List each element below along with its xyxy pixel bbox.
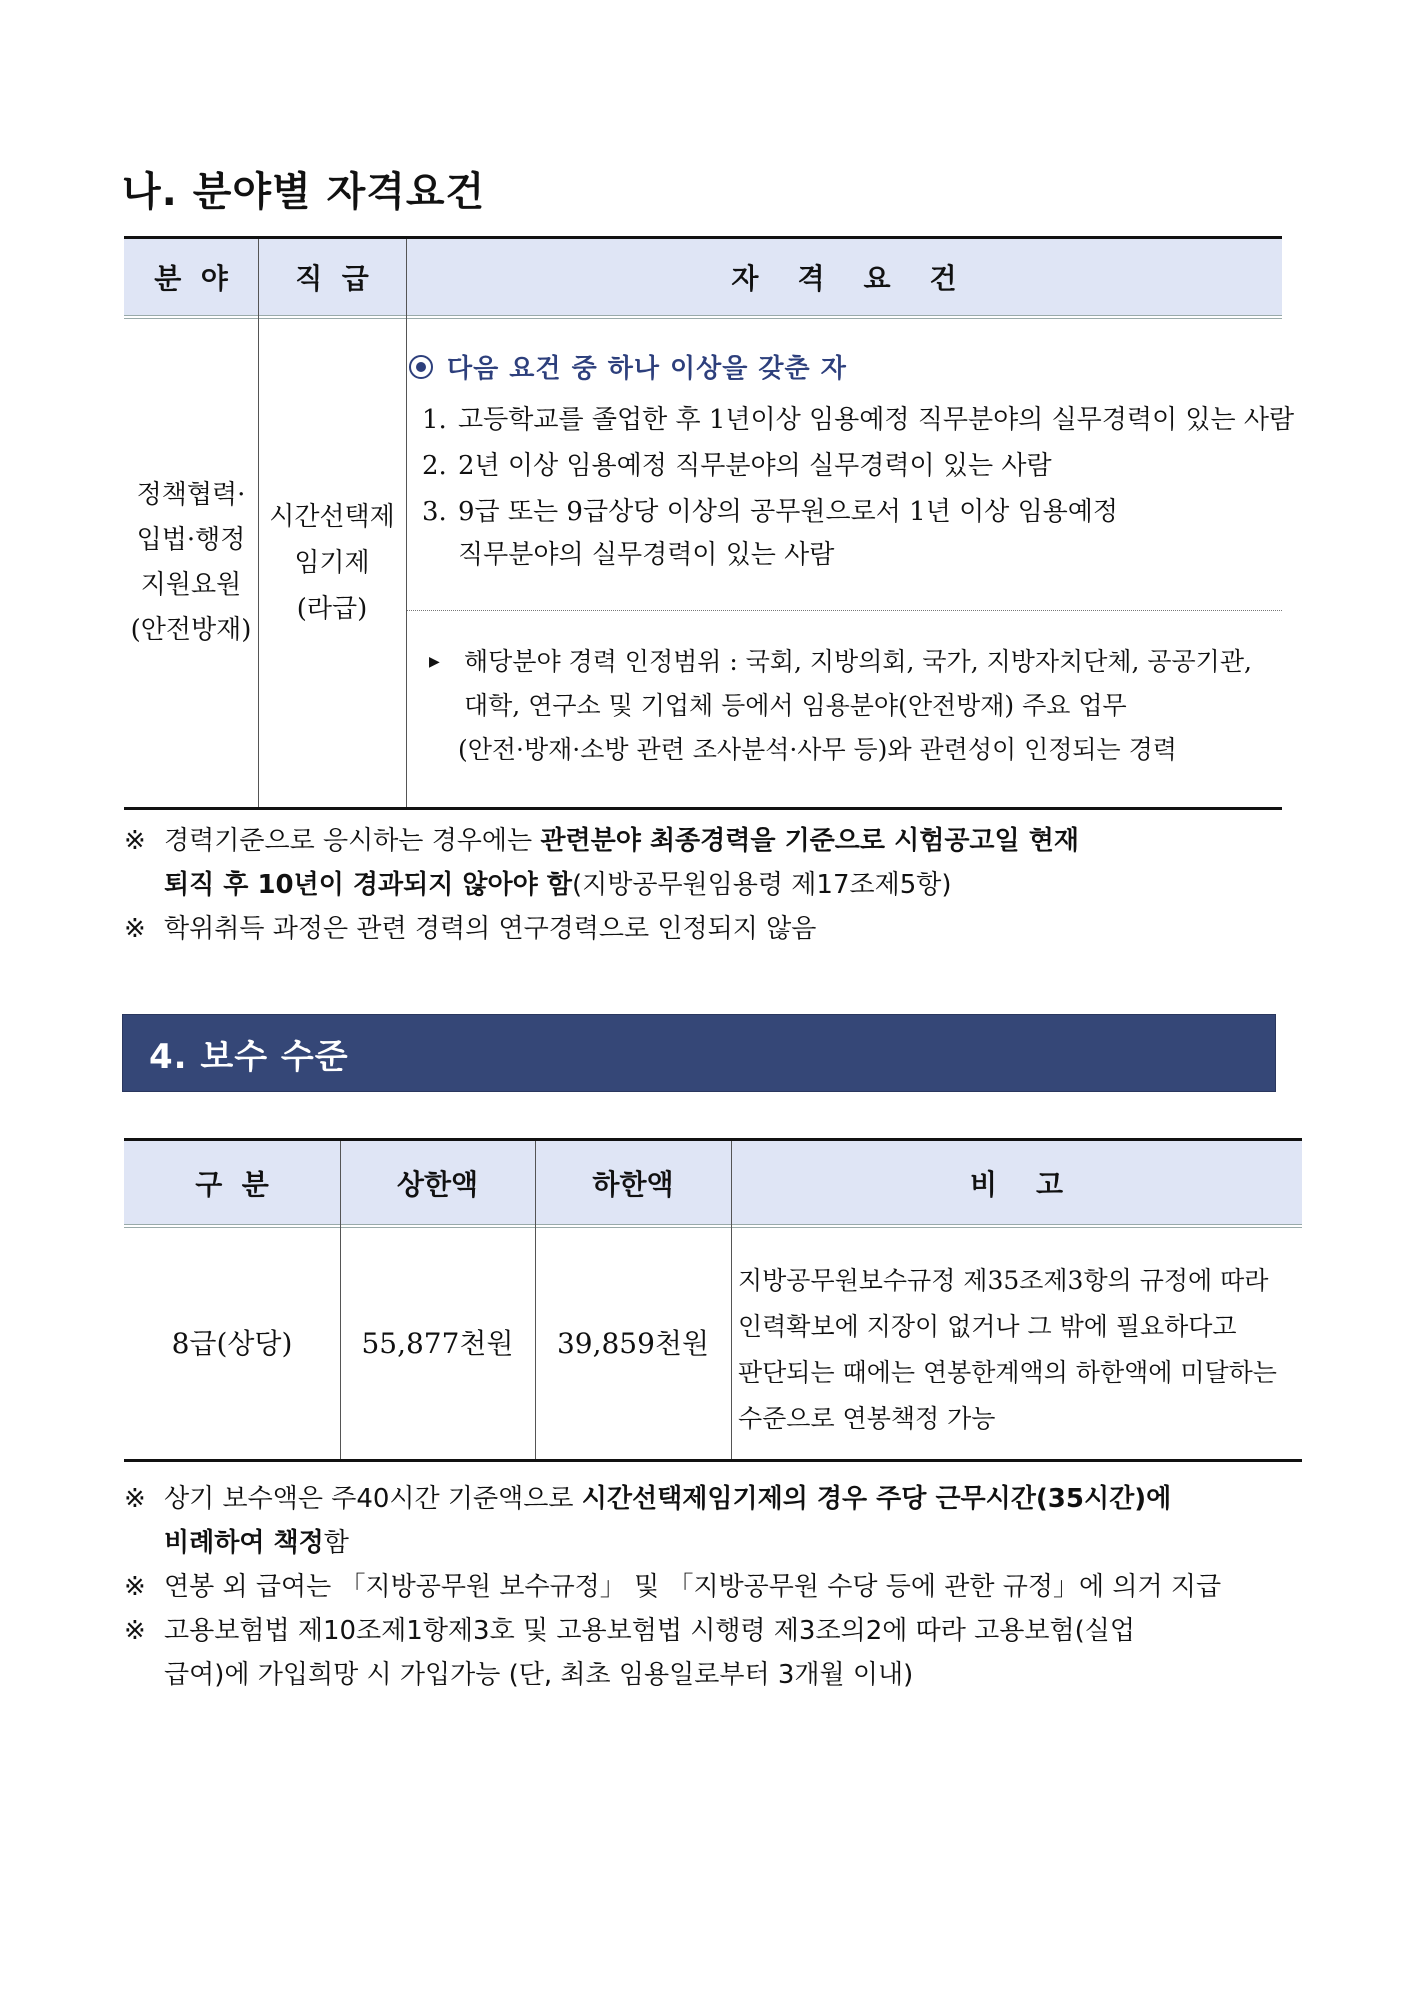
condition-item: [422, 491, 1118, 528]
pay-remark-line: 판단되는 때에는 연봉한계액의 하한액에 미달하는: [738, 1358, 1277, 1387]
field-line: 지원요원: [140, 570, 242, 600]
section-title: 나. 분야별 자격요건: [122, 169, 486, 215]
remark-bold-text: 퇴직 후 10년이 경과되지 않아야 함: [164, 870, 572, 900]
remark-item-continued: [164, 864, 952, 901]
note-line: 해당분야 경력 인정범위 : 국회, 지방의회, 국가, 지방자치단체, 공공기관,: [464, 647, 1252, 676]
remark-text: 상기 보수액은 주40시간 기준액으로: [164, 1484, 582, 1514]
grade-line: 시간선택제: [269, 502, 395, 532]
note-line: (안전·방재·소방 관련 조사분석·사무 등)와 관련성이 인정되는 경력: [458, 735, 1177, 764]
condition-text: 2년 이상 임용예정 직무분야의 실무경력이 있는 사람: [458, 451, 1052, 481]
grade-value: 8급(상당): [171, 1327, 293, 1360]
condition-heading-text: 다음 요건 중 하나 이상을 갖춘 자: [447, 354, 847, 384]
remark-bold-text: 관련분야 최종경력을 기준으로 시험공고일 현재: [540, 826, 1079, 856]
grade-cell: [258, 319, 406, 807]
reference-mark-icon: ※: [124, 914, 146, 944]
condition-text: 고등학교를 졸업한 후 1년이상 임용예정 직무분야의 실무경력이 있는 사람: [458, 405, 1295, 435]
pay-remark-item-continued: 급여)에 가입희망 시 가입가능 (단, 최초 임용일로부터 3개월 이내): [164, 1660, 914, 1690]
header-remark: 비 고: [969, 1167, 1064, 1201]
remark-text: 연봉 외 급여는 「지방공무원 보수규정」 및 「지방공무원 수당 등에 관한 규정」에 의거 지급: [164, 1572, 1222, 1602]
remark-item: [124, 908, 816, 945]
pay-remark-line: 지방공무원보수규정 제35조제3항의 규정에 따라: [738, 1266, 1269, 1295]
condition-text: 9급 또는 9급상당 이상의 공무원으로서 1년 이상 임용예정: [458, 497, 1119, 527]
header-qualification: 자 격 요 건: [731, 262, 957, 295]
header-grade: 직 급: [295, 262, 369, 295]
field-line: 입법·행정: [136, 525, 246, 555]
condition-item-continued: 직무분야의 실무경력이 있는 사람: [458, 540, 835, 570]
field-line: (안전방재): [130, 615, 252, 645]
triangle-bullet-icon: ▶: [429, 654, 440, 670]
note-line: 대학, 연구소 및 기업체 등에서 임용분야(안전방재) 주요 업무: [464, 691, 1127, 720]
reference-mark-icon: ※: [124, 1616, 146, 1646]
field-cell: [124, 319, 258, 807]
lower-amount: 39,859천원: [556, 1327, 710, 1360]
pay-remark-item: [124, 1478, 1171, 1515]
remark-text: 고용보험법 제10조제1항제3호 및 고용보험법 시행령 제3조의2에 따라 고용보험(실업: [164, 1616, 1135, 1646]
pay-table: [124, 1138, 1302, 1462]
qualification-table: [124, 236, 1295, 810]
pay-remark-line: 인력확보에 지장이 없거나 그 밖에 필요하다고: [738, 1312, 1237, 1341]
grade-line: 임기제: [294, 548, 370, 578]
remark-bold-text: 비례하여 책정: [164, 1528, 324, 1558]
condition-number: 2.: [422, 451, 447, 481]
field-line: 정책협력·: [136, 480, 246, 510]
upper-amount: 55,877천원: [361, 1327, 514, 1360]
remark-text: (지방공무원임용령 제17조제5항): [571, 870, 952, 900]
reference-mark-icon: ※: [124, 1572, 146, 1602]
pay-remark-item: [124, 1566, 1221, 1603]
condition-item: [422, 399, 1294, 436]
header-category: 구 분: [195, 1167, 269, 1201]
reference-mark-icon: ※: [124, 1484, 146, 1514]
reference-mark-icon: ※: [124, 826, 146, 856]
condition-number: 3.: [422, 497, 447, 527]
remark-text: 함: [323, 1528, 349, 1558]
grade-line: (라급): [296, 594, 368, 624]
condition-item: [422, 445, 1052, 482]
pay-remark-item: [124, 1610, 1135, 1647]
pay-remark-cell: [738, 1258, 1298, 1442]
remark-text: 경력기준으로 응시하는 경우에는: [164, 826, 541, 856]
header-field: 분 야: [154, 262, 228, 295]
condition-number: 1.: [422, 405, 447, 435]
radio-bullet-icon: [409, 355, 433, 379]
remark-bold-text: 시간선택제임기제의 경우 주당 근무시간(35시간)에: [581, 1484, 1172, 1514]
pay-remark-item-continued: [164, 1522, 349, 1559]
header-upper: 상한액: [396, 1167, 479, 1201]
remark-text: 학위취득 과정은 관련 경력의 연구경력으로 인정되지 않음: [164, 914, 817, 944]
pay-remark-line: 수준으로 연봉책정 가능: [738, 1404, 996, 1433]
remark-item: [124, 820, 1079, 857]
pay-section-banner: 4. 보수 수준: [122, 1014, 1276, 1092]
header-lower: 하한액: [592, 1167, 674, 1201]
condition-heading: [409, 348, 847, 385]
